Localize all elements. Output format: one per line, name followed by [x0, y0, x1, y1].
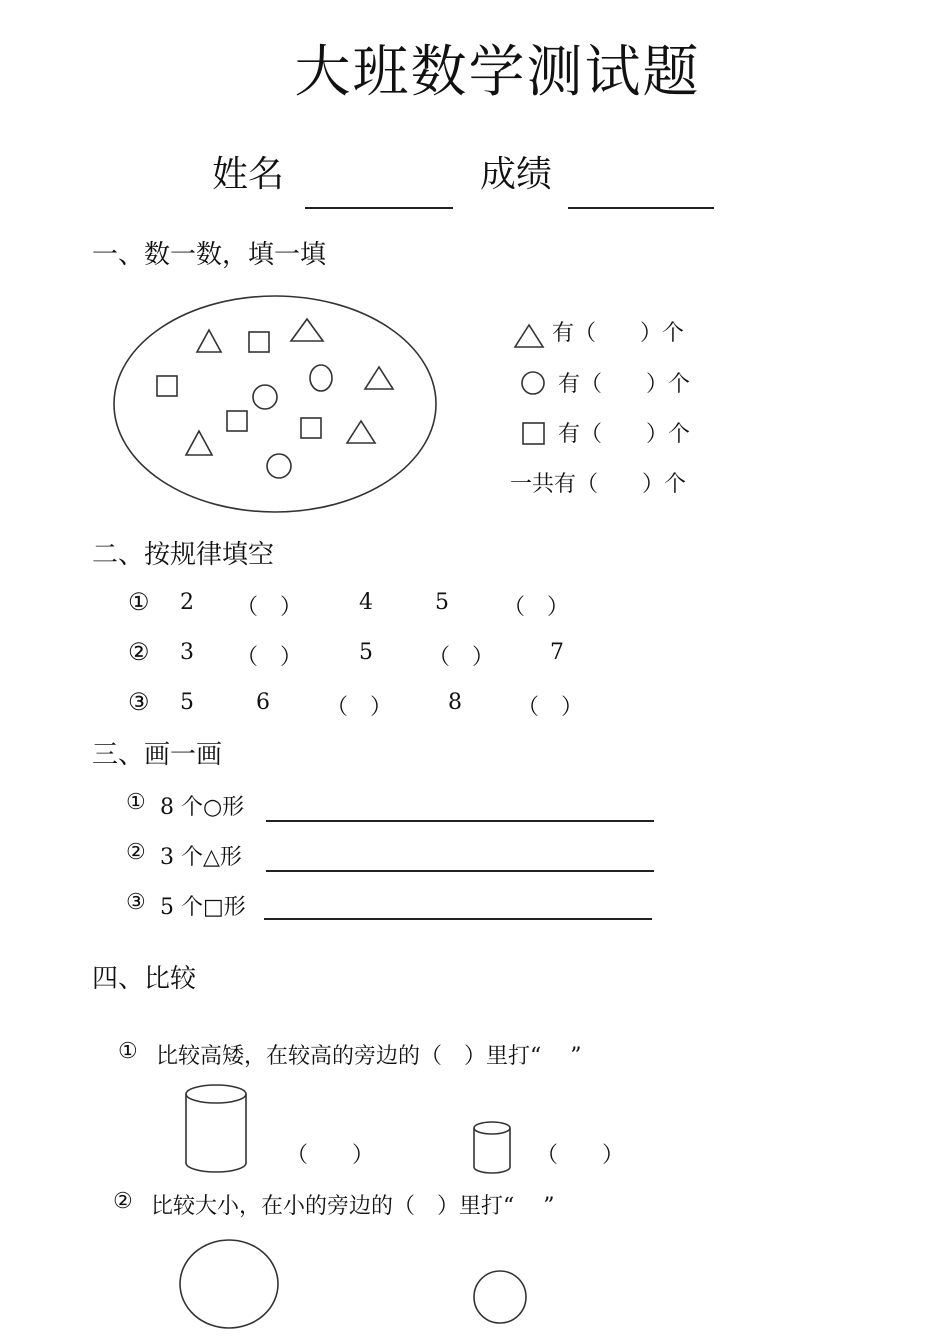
score-label: 成绩	[480, 154, 553, 195]
page-title: 大班数学测试题	[294, 40, 701, 105]
circle-icon	[310, 365, 332, 391]
draw-1-marker: ①	[126, 790, 146, 815]
circle-icon	[253, 385, 277, 409]
compare-2-marker: ②	[113, 1189, 133, 1214]
seq-item: 8	[448, 690, 462, 715]
section-2-heading: 二、按规律填空	[92, 540, 275, 570]
triangle-icon	[197, 330, 221, 352]
seq-blank[interactable]: （ ）	[236, 595, 303, 620]
compare-1-question: 比较高矮，在较高的旁边的（ ）里打“ ”	[156, 1044, 582, 1069]
seq-item: 5	[359, 640, 373, 665]
draw-2-line[interactable]	[266, 870, 654, 872]
triangle-icon	[515, 325, 543, 347]
count-squares: 有（ ）个	[558, 422, 691, 447]
compare-2-question: 比较大小，在小的旁边的（ ）里打“ ”	[151, 1194, 555, 1219]
square-icon	[157, 376, 177, 396]
section-3-heading: 三、画一画	[92, 740, 223, 770]
draw-1-text: 8 个○形	[160, 795, 245, 820]
seq-item: 5	[435, 590, 449, 615]
square-icon	[523, 423, 544, 444]
circle-icon	[522, 372, 544, 394]
short-cylinder	[474, 1122, 510, 1173]
tall-cylinder-paren[interactable]: （ ）	[286, 1143, 375, 1168]
name-label: 姓名	[212, 154, 285, 195]
row-1-marker: ①	[128, 588, 150, 616]
circle-icon	[267, 454, 291, 478]
square-icon	[249, 332, 269, 352]
triangle-icon	[291, 319, 323, 341]
square-icon	[301, 418, 321, 438]
triangle-icon	[186, 431, 212, 455]
draw-2-text: 3 个△形	[160, 845, 242, 870]
section-1-heading: 一、数一数，填一填	[92, 240, 327, 270]
draw-2-marker: ②	[126, 840, 146, 865]
seq-item: 3	[180, 640, 194, 665]
draw-3-marker: ③	[126, 890, 146, 915]
seq-blank[interactable]: （ ）	[236, 645, 303, 670]
count-circles: 有（ ）个	[558, 372, 691, 397]
small-circle	[474, 1271, 526, 1323]
seq-item: 7	[550, 640, 564, 665]
count-total: 一共有（ ）个	[510, 472, 687, 497]
count-triangles: 有（ ）个	[552, 321, 685, 346]
big-circle	[180, 1240, 278, 1328]
seq-item: 5	[180, 690, 194, 715]
triangle-icon	[347, 421, 375, 443]
section-4-heading: 四、比较	[92, 964, 197, 994]
draw-1-line[interactable]	[266, 820, 654, 822]
row-2-marker: ②	[128, 638, 150, 666]
seq-blank[interactable]: （ ）	[326, 695, 393, 720]
compare-1-marker: ①	[118, 1039, 138, 1064]
seq-blank[interactable]: （ ）	[428, 645, 495, 670]
seq-blank[interactable]: （ ）	[503, 595, 570, 620]
seq-item: 6	[256, 690, 270, 715]
seq-item: 4	[359, 590, 373, 615]
tall-cylinder	[186, 1085, 246, 1172]
triangle-icon	[365, 367, 393, 389]
draw-3-line[interactable]	[264, 918, 652, 920]
seq-blank[interactable]: （ ）	[517, 695, 584, 720]
square-icon	[227, 411, 247, 431]
row-3-marker: ③	[128, 688, 150, 716]
short-cylinder-paren[interactable]: （ ）	[536, 1143, 625, 1168]
seq-item: 2	[180, 590, 194, 615]
draw-3-text: 5 个□形	[160, 895, 246, 920]
